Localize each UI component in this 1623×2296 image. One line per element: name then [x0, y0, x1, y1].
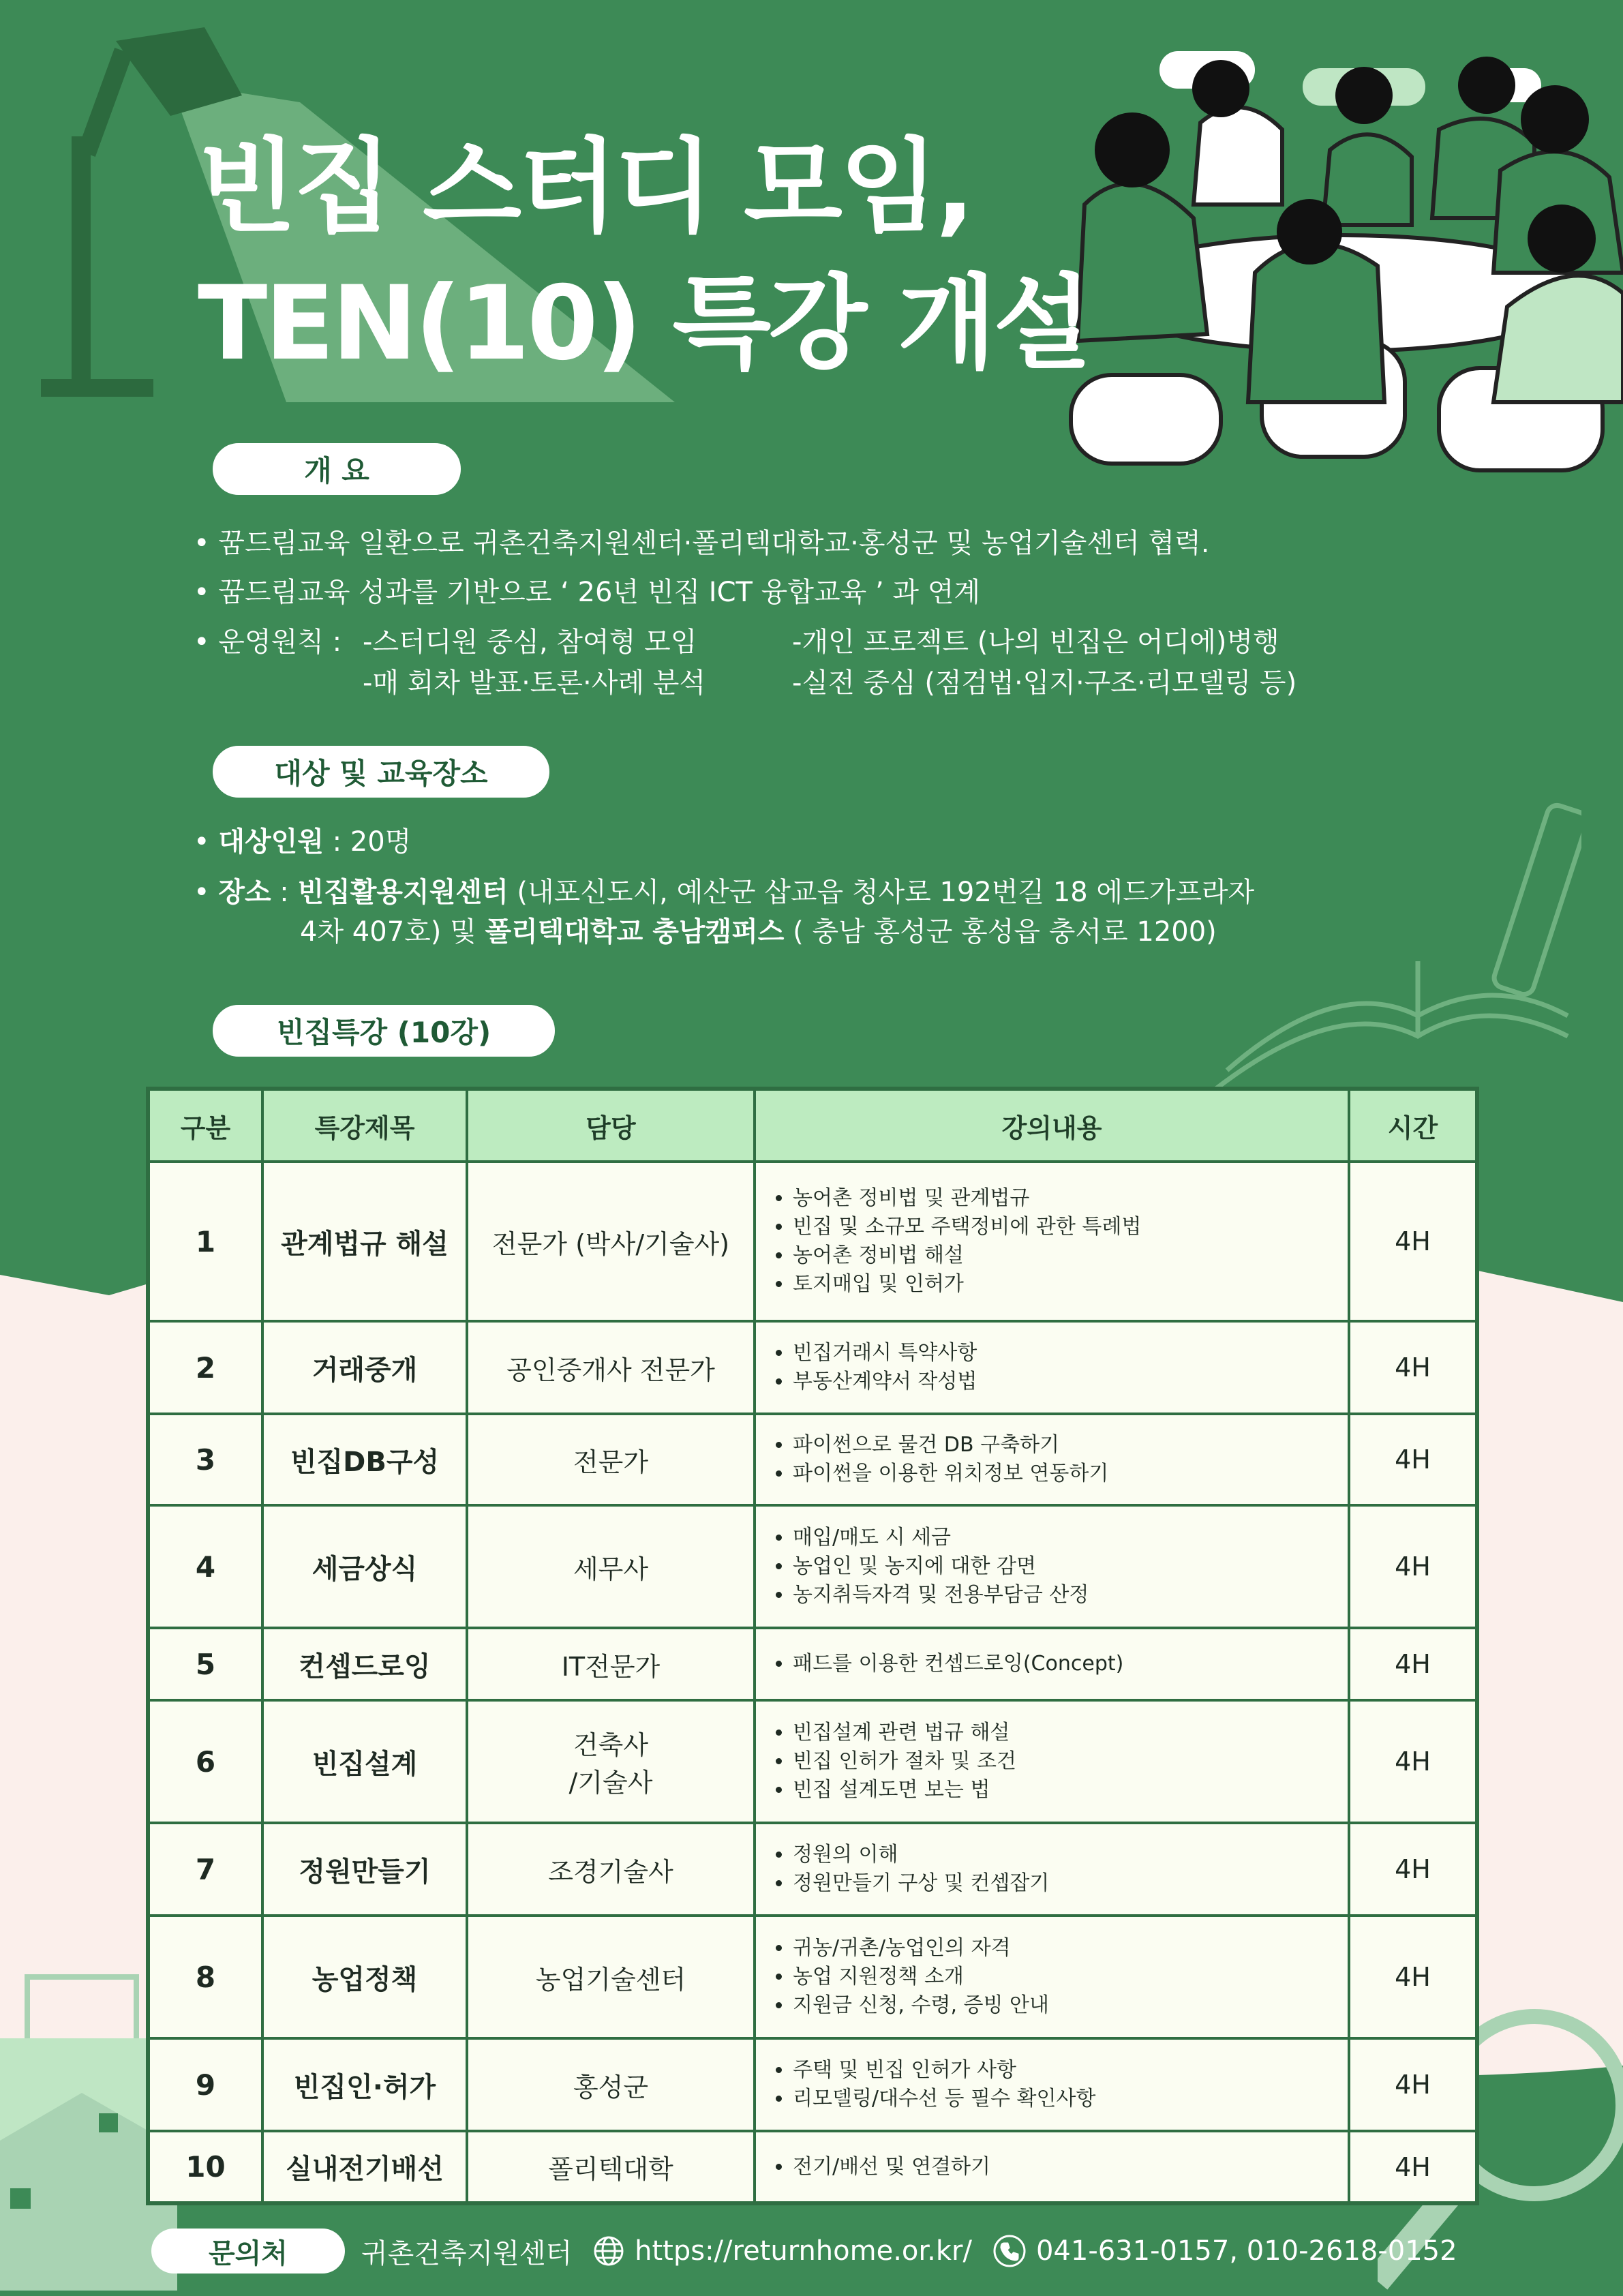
target-count-label: 대상인원 — [218, 826, 324, 858]
table-row — [148, 1162, 1477, 1321]
lecture-number: 8 — [148, 1916, 262, 2038]
lecture-content-item: • 정원의 이해 — [793, 1841, 1347, 1869]
lecture-time: 4H — [1349, 2131, 1477, 2203]
lecture-number: 6 — [148, 1700, 262, 1823]
lecture-content-item: • 파이썬을 이용한 위치정보 연동하기 — [793, 1460, 1347, 1488]
lecture-lead: 공인중개사 전문가 — [467, 1321, 755, 1414]
lecture-time: 4H — [1349, 1321, 1477, 1414]
study-group-illustration — [1057, 48, 1623, 484]
lecture-content-item: • 빈집거래시 특약사항 — [793, 1339, 1347, 1368]
footer — [151, 2226, 1457, 2276]
lecture-content-item: • 토지매입 및 인허가 — [793, 1270, 1347, 1299]
lecture-time: 4H — [1349, 1414, 1477, 1505]
lecture-lead: 전문가 — [467, 1414, 755, 1505]
target-place-sep: : — [271, 877, 298, 908]
lecture-content-item: • 부동산계약서 작성법 — [793, 1368, 1347, 1396]
lecture-number: 4 — [148, 1505, 262, 1628]
globe-icon — [592, 2235, 625, 2267]
lecture-content-list — [776, 1719, 1347, 1804]
table-row — [148, 2038, 1477, 2131]
principle-3: -매 회차 발표·토론·사례 분석 — [363, 667, 706, 699]
table-row — [148, 1414, 1477, 1505]
lecture-table — [146, 1087, 1479, 2205]
target-heading — [213, 746, 549, 798]
lecture-time: 4H — [1349, 1628, 1477, 1700]
lecture-lead: 홍성군 — [467, 2038, 755, 2131]
lecture-content-item: • 전기/배선 및 연결하기 — [793, 2153, 1347, 2181]
lecture-number: 2 — [148, 1321, 262, 1414]
lecture-content-list — [776, 1650, 1347, 1678]
table-row — [148, 1505, 1477, 1628]
target-place-label: 장소 — [218, 877, 271, 908]
lecture-time: 4H — [1349, 2038, 1477, 2131]
principle-4: -실전 중심 (점검법·입지·구조·리모델링 등) — [792, 667, 1297, 699]
footer-url[interactable]: https://returnhome.or.kr/ — [635, 2235, 972, 2267]
lecture-content-item: • 리모델링/대수선 등 필수 확인사항 — [793, 2085, 1347, 2113]
principle-1: -스터디원 중심, 참여형 모임 — [363, 626, 697, 658]
target-count: • 대상인원 : 20명 — [194, 826, 412, 858]
lecture-content-item: • 매입/매도 시 세금 — [793, 1524, 1347, 1552]
lecture-time: 4H — [1349, 1505, 1477, 1628]
lecture-table-header — [148, 1089, 1477, 1162]
lecture-content-item: • 지원금 신청, 수령, 증빙 안내 — [793, 1991, 1347, 2020]
lecture-time: 4H — [1349, 1162, 1477, 1321]
lecture-content-list — [776, 1184, 1347, 1299]
lecture-content-item: • 빈집 및 소규모 주택정비에 관한 특례법 — [793, 1213, 1347, 1241]
lecture-content-item: • 주택 및 빈집 인허가 사항 — [793, 2056, 1347, 2085]
lecture-title: 정원만들기 — [262, 1823, 467, 1916]
lecture-content-item: • 파이썬으로 물건 DB 구축하기 — [793, 1431, 1347, 1460]
lecture-title: 세금상식 — [262, 1505, 467, 1628]
poster-title — [198, 119, 1089, 392]
place1-address-2: 4차 407호) 및 — [300, 916, 485, 948]
lecture-lead: 조경기술사 — [467, 1823, 755, 1916]
lecture-number: 10 — [148, 2131, 262, 2203]
lecture-content-item: • 패드를 이용한 컨셉드로잉(Concept) — [793, 1650, 1347, 1678]
target-place: • 장소 : 빈집활용지원센터 (내포신도시, 예산군 삽교읍 청사로 192번길 18 에드가프라자 — [194, 877, 1255, 908]
lecture-content-item: • 농어촌 정비법 및 관계법규 — [793, 1184, 1347, 1213]
lecture-content-list — [776, 1934, 1347, 2020]
phone-icon — [992, 2234, 1027, 2268]
overview-bullet-2: • 꿈드림교육 성과를 기반으로 ‘ 26년 빈집 ICT 융합교육 ’ 과 연계 — [194, 577, 981, 608]
lecture-content — [755, 1916, 1349, 2038]
lecture-number: 1 — [148, 1162, 262, 1321]
lecture-content-list — [776, 1841, 1347, 1898]
header-time: 시간 — [1349, 1089, 1477, 1162]
lecture-title: 컨셉드로잉 — [262, 1628, 467, 1700]
footer-org: 귀촌건축지원센터 — [361, 2237, 573, 2269]
lecture-content-item: • 빈집 설계도면 보는 법 — [793, 1776, 1347, 1804]
lecture-title: 빈집DB구성 — [262, 1414, 467, 1505]
lecture-time: 4H — [1349, 1916, 1477, 2038]
lectures-heading — [213, 1005, 555, 1057]
lecture-content — [755, 1700, 1349, 1823]
table-row — [148, 1628, 1477, 1700]
lecture-title: 빈집설계 — [262, 1700, 467, 1823]
lecture-content — [755, 1321, 1349, 1414]
lecture-content — [755, 1628, 1349, 1700]
lecture-lead: 전문가 (박사/기술사) — [467, 1162, 755, 1321]
book-pencil-illustration — [1200, 791, 1581, 1132]
lecture-title: 거래중개 — [262, 1321, 467, 1414]
lecture-content-item: • 빈집 인허가 절차 및 조건 — [793, 1747, 1347, 1776]
lecture-content — [755, 1505, 1349, 1628]
principle-2: -개인 프로젝트 (나의 빈집은 어디에)병행 — [792, 626, 1279, 658]
footer-phone: 041-631-0157, 010-2618-0152 — [1035, 2235, 1457, 2267]
lecture-lead: IT전문가 — [467, 1628, 755, 1700]
lecture-lead: 폴리텍대학 — [467, 2131, 755, 2203]
lecture-content-item: • 농업인 및 농지에 대한 감면 — [793, 1552, 1347, 1581]
target-count-value: : 20명 — [323, 826, 412, 858]
lecture-content — [755, 2131, 1349, 2203]
lectures-heading-label: 빈집특강 (10강) — [276, 1016, 491, 1049]
lecture-content — [755, 1823, 1349, 1916]
lecture-time: 4H — [1349, 1700, 1477, 1823]
principles-label: • 운영원칙 : — [194, 626, 342, 658]
overview-bullet-1: • 꿈드림교육 일환으로 귀촌건축지원센터·폴리텍대학교·홍성군 및 농업기술센터 협력. — [194, 528, 1210, 559]
lecture-title: 관계법규 해설 — [262, 1162, 467, 1321]
lecture-content-item: • 귀농/귀촌/농업인의 자격 — [793, 1934, 1347, 1963]
place1-name: 빈집활용지원센터 — [297, 877, 509, 908]
header-lead: 담당 — [467, 1089, 755, 1162]
title-line-1: 빈집 스터디 모임, — [198, 128, 972, 247]
lecture-content — [755, 1162, 1349, 1321]
lecture-number: 3 — [148, 1414, 262, 1505]
lecture-number: 7 — [148, 1823, 262, 1916]
table-row — [148, 2131, 1477, 2203]
lecture-content-list — [776, 2153, 1347, 2181]
lecture-content-item: • 빈집설계 관련 법규 해설 — [793, 1719, 1347, 1747]
header-content: 강의내용 — [755, 1089, 1349, 1162]
lecture-content — [755, 1414, 1349, 1505]
header-no: 구분 — [148, 1089, 262, 1162]
lecture-content-item: • 농어촌 정비법 해설 — [793, 1241, 1347, 1270]
title-line-2: TEN(10) 특강 개설 — [198, 265, 1090, 383]
place2-name: 폴리텍대학교 충남캠퍼스 — [485, 916, 785, 948]
lecture-title: 농업정책 — [262, 1916, 467, 2038]
lecture-content-list — [776, 1524, 1347, 1610]
lecture-number: 5 — [148, 1628, 262, 1700]
lecture-number: 9 — [148, 2038, 262, 2131]
place2-address: ( 충남 홍성군 홍성읍 충서로 1200) — [784, 916, 1217, 948]
lecture-content-list — [776, 1431, 1347, 1488]
lecture-lead: 건축사 /기술사 — [467, 1700, 755, 1823]
overview-heading-label: 개 요 — [304, 454, 369, 487]
lecture-content-item: • 농지취득자격 및 전용부담금 산정 — [793, 1581, 1347, 1610]
table-row — [148, 1916, 1477, 2038]
overview-heading — [213, 443, 461, 495]
lecture-title: 빈집인·허가 — [262, 2038, 467, 2131]
lecture-content-item: • 농업 지원정책 소개 — [793, 1963, 1347, 1991]
lecture-content-list — [776, 2056, 1347, 2113]
target-place-line2 — [300, 912, 1217, 952]
target-heading-label: 대상 및 교육장소 — [274, 757, 488, 790]
header-title: 특강제목 — [262, 1089, 467, 1162]
lecture-title: 실내전기배선 — [262, 2131, 467, 2203]
lecture-content-item: • 정원만들기 구상 및 컨셉잡기 — [793, 1869, 1347, 1898]
table-row — [148, 1321, 1477, 1414]
lecture-time: 4H — [1349, 1823, 1477, 1916]
place1-address: (내포신도시, 예산군 삽교읍 청사로 192번길 18 에드가프라자 — [508, 877, 1255, 908]
contact-label: 문의처 — [151, 2229, 345, 2274]
lecture-lead: 농업기술센터 — [467, 1916, 755, 2038]
lecture-content — [755, 2038, 1349, 2131]
table-row — [148, 1823, 1477, 1916]
table-row — [148, 1700, 1477, 1823]
lecture-lead: 세무사 — [467, 1505, 755, 1628]
lecture-content-list — [776, 1339, 1347, 1396]
